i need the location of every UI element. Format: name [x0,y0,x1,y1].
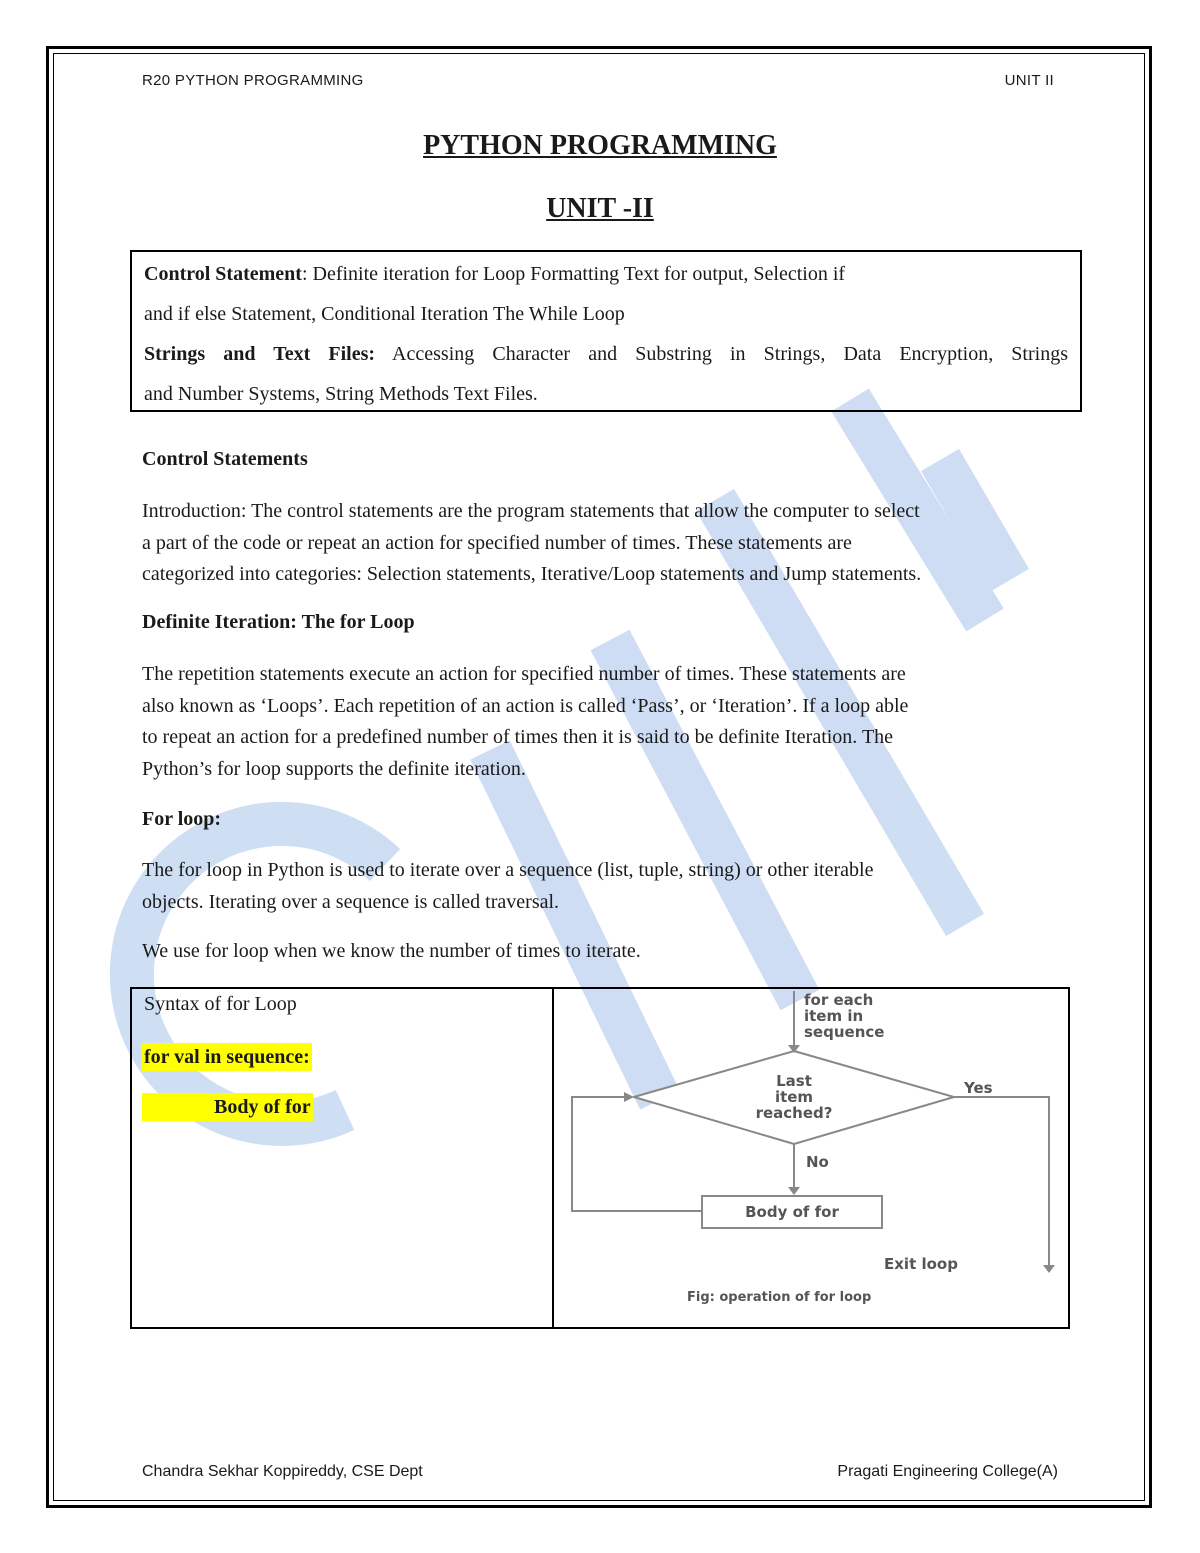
definite-line: to repeat an action for a predefined number of times then it is said to be definite Iteration. The [142,726,894,748]
syllabus-line-3 [144,334,1068,374]
syllabus-line-4: and Number Systems, String Methods Text Files. [144,383,538,405]
for-loop-heading: For loop: [142,808,222,830]
for-loop-line: objects. Iterating over a sequence is called traversal. [142,890,560,913]
code-line-2: Body of for [142,1093,313,1121]
start-label-1: for each [804,991,874,1009]
start-label-3: sequence [804,1023,885,1041]
no-label: No [806,1153,829,1171]
definite-iteration-heading: Definite Iteration: The for Loop [142,611,415,633]
decision-label-1: Last [776,1072,812,1090]
intro-line: Introduction: The control statements are the program statements that allow the computer to select [142,500,920,522]
no-arrowhead [788,1187,800,1195]
loop-back-line [572,1097,702,1211]
syntax-label: Syntax of for Loop [144,993,297,1015]
loop-arrowhead [624,1092,634,1102]
strings-text-1: Accessing Character and Substring in Strings, Data Encryption, Strings [375,343,1068,365]
body-label: Body of for [745,1203,839,1221]
exit-arrowhead [1043,1265,1055,1273]
unit-title: UNIT -II [546,193,654,224]
syllabus-line-2: and if else Statement, Conditional Iteration The While Loop [144,303,625,325]
definite-line: The repetition statements execute an action for specified number of times. These statements are [142,663,906,685]
exit-line [954,1097,1049,1267]
control-label: Control Statement [144,263,302,285]
syllabus-box [130,250,1082,412]
for-loop-line: The for loop in Python is used to iterate over a sequence (list, tuple, string) or other iterable [142,859,874,881]
intro-paragraph [142,496,1062,591]
figure-caption: Fig: operation of for loop [687,1290,872,1305]
code-line-1: for val in sequence: [142,1043,312,1071]
decision-label-2: item [774,1088,814,1106]
definite-line: Python’s for loop supports the definite iteration. [142,757,526,780]
control-statements-heading: Control Statements [142,448,308,470]
page-title: PYTHON PROGRAMMING [423,130,777,161]
definite-line: also known as ‘Loops’. Each repetition of an action is called ‘Pass’, or ‘Iteration’. If a loop able [142,694,909,717]
decision-label-3: reached? [755,1104,833,1122]
syllabus-line-1 [144,254,1068,294]
for-loop-paragraph [142,855,1062,918]
use-line: We use for loop when we know the number of times to iterate. [142,940,641,962]
header-left: R20 PYTHON PROGRAMMING [142,72,364,89]
header-right: UNIT II [1004,72,1054,89]
footer-right: Pragati Engineering College(A) [837,1463,1058,1480]
strings-label: Strings and Text Files: [144,343,376,365]
footer-left: Chandra Sekhar Koppireddy, CSE Dept [142,1463,423,1480]
yes-label: Yes [964,1079,993,1097]
control-text-1: : Definite iteration for Loop Formatting Text for output, Selection if [301,263,846,285]
intro-line: a part of the code or repeat an action for specified number of times. These statements are [142,531,852,554]
exit-label: Exit loop [884,1255,958,1273]
syntax-table [130,987,1070,1329]
for-loop-flowchart [554,989,1068,1327]
definite-paragraph [142,659,1062,785]
start-label-2: item in [804,1007,864,1025]
intro-line: categorized into categories: Selection statements, Iterative/Loop statements and Jump statements. [142,563,922,585]
